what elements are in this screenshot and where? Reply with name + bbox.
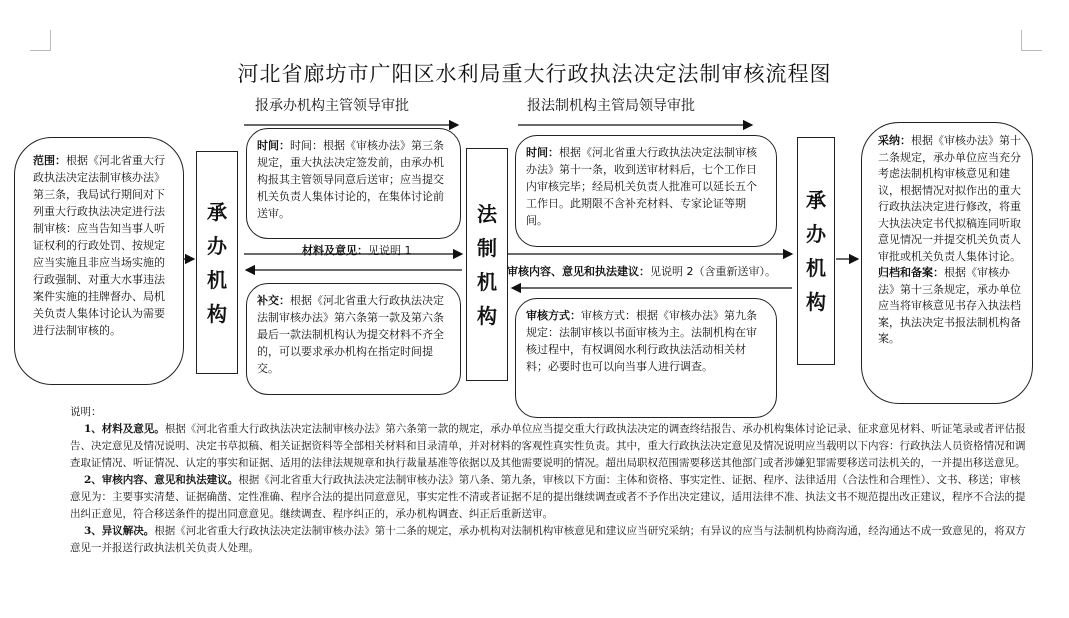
fazhi-char: 法 [477,201,497,226]
fazhi-char: 构 [477,303,497,328]
chengban-char: 办 [207,233,227,258]
method-heading: 审核方式： [526,309,581,322]
scope-text: 根据《河北省重大行政执法决定法制审核办法》第三条，我局试行期间对下列重大行政执法决定进行法制审核：应当告知当事人听证权利的行政处罚、按规定应当实施且非应当场实施的行政强制、对重大水事违法案件实施的挂牌督办、局机关负责人集体讨论认为需要进行法制审核的。 [33,154,165,337]
chengban-char: 机 [207,267,227,292]
adopt-box [861,122,1033,404]
time-text-1: 时间：根据《审核办法》第三条规定，重大执法决定签发前，由承办机构报其主管领导同意后送审；应当提交机关负责人集体讨论的，在集体讨论前送审。 [257,139,444,220]
review-label: 审核内容、意见和执法建议：见说明 2（含重新送审）。 [507,265,776,278]
materials-label: 材料及意见：见说明 1 [302,244,412,257]
chengban-char: 机 [806,256,826,280]
note-2: 2、审核内容、意见和执法建议。根据《河北省重大行政执法决定法制审核办法》第八条、第九条，审核以下方面：主体和资格、事实定性、证据、程序、法律适用（合法性和合理性）、文书、移送；审核意见为：主要事实清楚、证据确凿、定性准确、程序合法的提出同意意见，事实定性不清或者证据不足的提出继续调查或者不予作出决定建议，适用法律不准、执法文书不规范提出改正建议，程序不合法的提出纠正意见，符合移送条件的提出同意意见。继续调查、程序纠正的，承办机构调查、纠正后重新送审。 [70,474,1026,520]
method-text: 审核方式：根据《审核办法》第九条规定：法制审核以书面审核为主。法制机构在审核过程中，有权调阅水利行政执法活动相关材料；必要时也可以向当事人进行调查。 [526,309,757,373]
supplement-text: 根据《河北省重大行政执法决定法制审核办法》第六条第一款及第六条最后一款法制机构认为提交材料不齐全的，可以要求承办机构在指定时间提交。 [257,294,444,375]
time-heading-1: 时间： [257,139,290,152]
subhead-left: 报承办机构主管领导审批 [255,98,409,114]
time-box-2 [515,135,777,247]
note-3: 3、异议解决。根据《河北省重大行政执法决定法制审核办法》第十二条的规定，承办机构对法制机构审核意见和建议应当研究采纳；有异议的应当与法制机构协商沟通，经沟通达不成一致意见的，将双方意见一并报送行政执法机关负责人处理。 [70,525,1026,554]
chengban-char: 承 [207,199,227,224]
scope-heading: 范围： [33,154,66,167]
adopt-text: 根据《审核办法》第十二条规定，承办单位应当充分考虑法制机构审核意见和建议，根据情况对拟作出的重大行政执法决定进行修改，将重大执法决定书代拟稿连同听取意见情况一并提交机关负责人审批或机关负责人集体讨论。 [878,134,1021,263]
chengban-jigou-box-right [797,137,835,365]
archive-text: 根据《审核办法》第十三条规定，承办单位应当将审核意见书存入执法档案，执法决定书报法制机构备案。 [878,266,1021,345]
chengban-char: 承 [806,188,826,212]
adopt-heading: 采纳： [878,134,911,147]
time-text-2: 根据《河北省重大行政执法决定法制审核办法》第十一条，收到送审材料后，七个工作日内审核完毕；经局机关负责人批准可以延长五个工作日。此期限不含补充材料、专家论证等期间。 [526,146,757,227]
method-box [515,298,777,418]
chengban-jigou-box [196,151,238,374]
time-box-1 [246,128,461,239]
chengban-char: 构 [806,290,826,314]
notes-heading: 说明： [70,406,102,418]
fazhi-char: 机 [477,269,497,294]
fazhi-char: 制 [477,235,497,260]
supplement-box [246,283,461,395]
chengban-char: 办 [806,222,826,246]
page-title: 河北省廊坊市广阳区水利局重大行政执法决定法制审核流程图 [237,62,832,86]
note-1: 1、材料及意见。根据《河北省重大行政执法决定法制审核办法》第六条第一款的规定，承办单位应当提交重大行政执法决定的调查终结报告、承办机构集体讨论记录、征求意见材料、听证笔录或者评估报告、决定意见及情况说明、决定书草拟稿、相关证据资料等全部相关材料和目录清单，并对材料的客观性真实性负责。其中，重大行政执法决定意见及情况说明应当载明以下内容：行政执法人员资格情况和调查取证情况、听证情况、认定的事实和证据、适用的法律法规规章和执行裁量基准等依据以及其他需要说明的情况。超出局职权范围需要移送其他部门或者涉嫌犯罪需要移送司法机关的，一并提出移送意见。 [70,423,1026,469]
subhead-right: 报法制机构主管局领导审批 [527,98,695,114]
archive-heading: 归档和备案： [878,266,944,279]
scope-box [14,137,184,385]
time-heading-2: 时间： [526,146,559,159]
chengban-char: 构 [207,301,227,326]
fazhi-jigou-box [466,148,508,381]
supplement-heading: 补交： [257,294,290,307]
notes-section [70,404,1030,557]
